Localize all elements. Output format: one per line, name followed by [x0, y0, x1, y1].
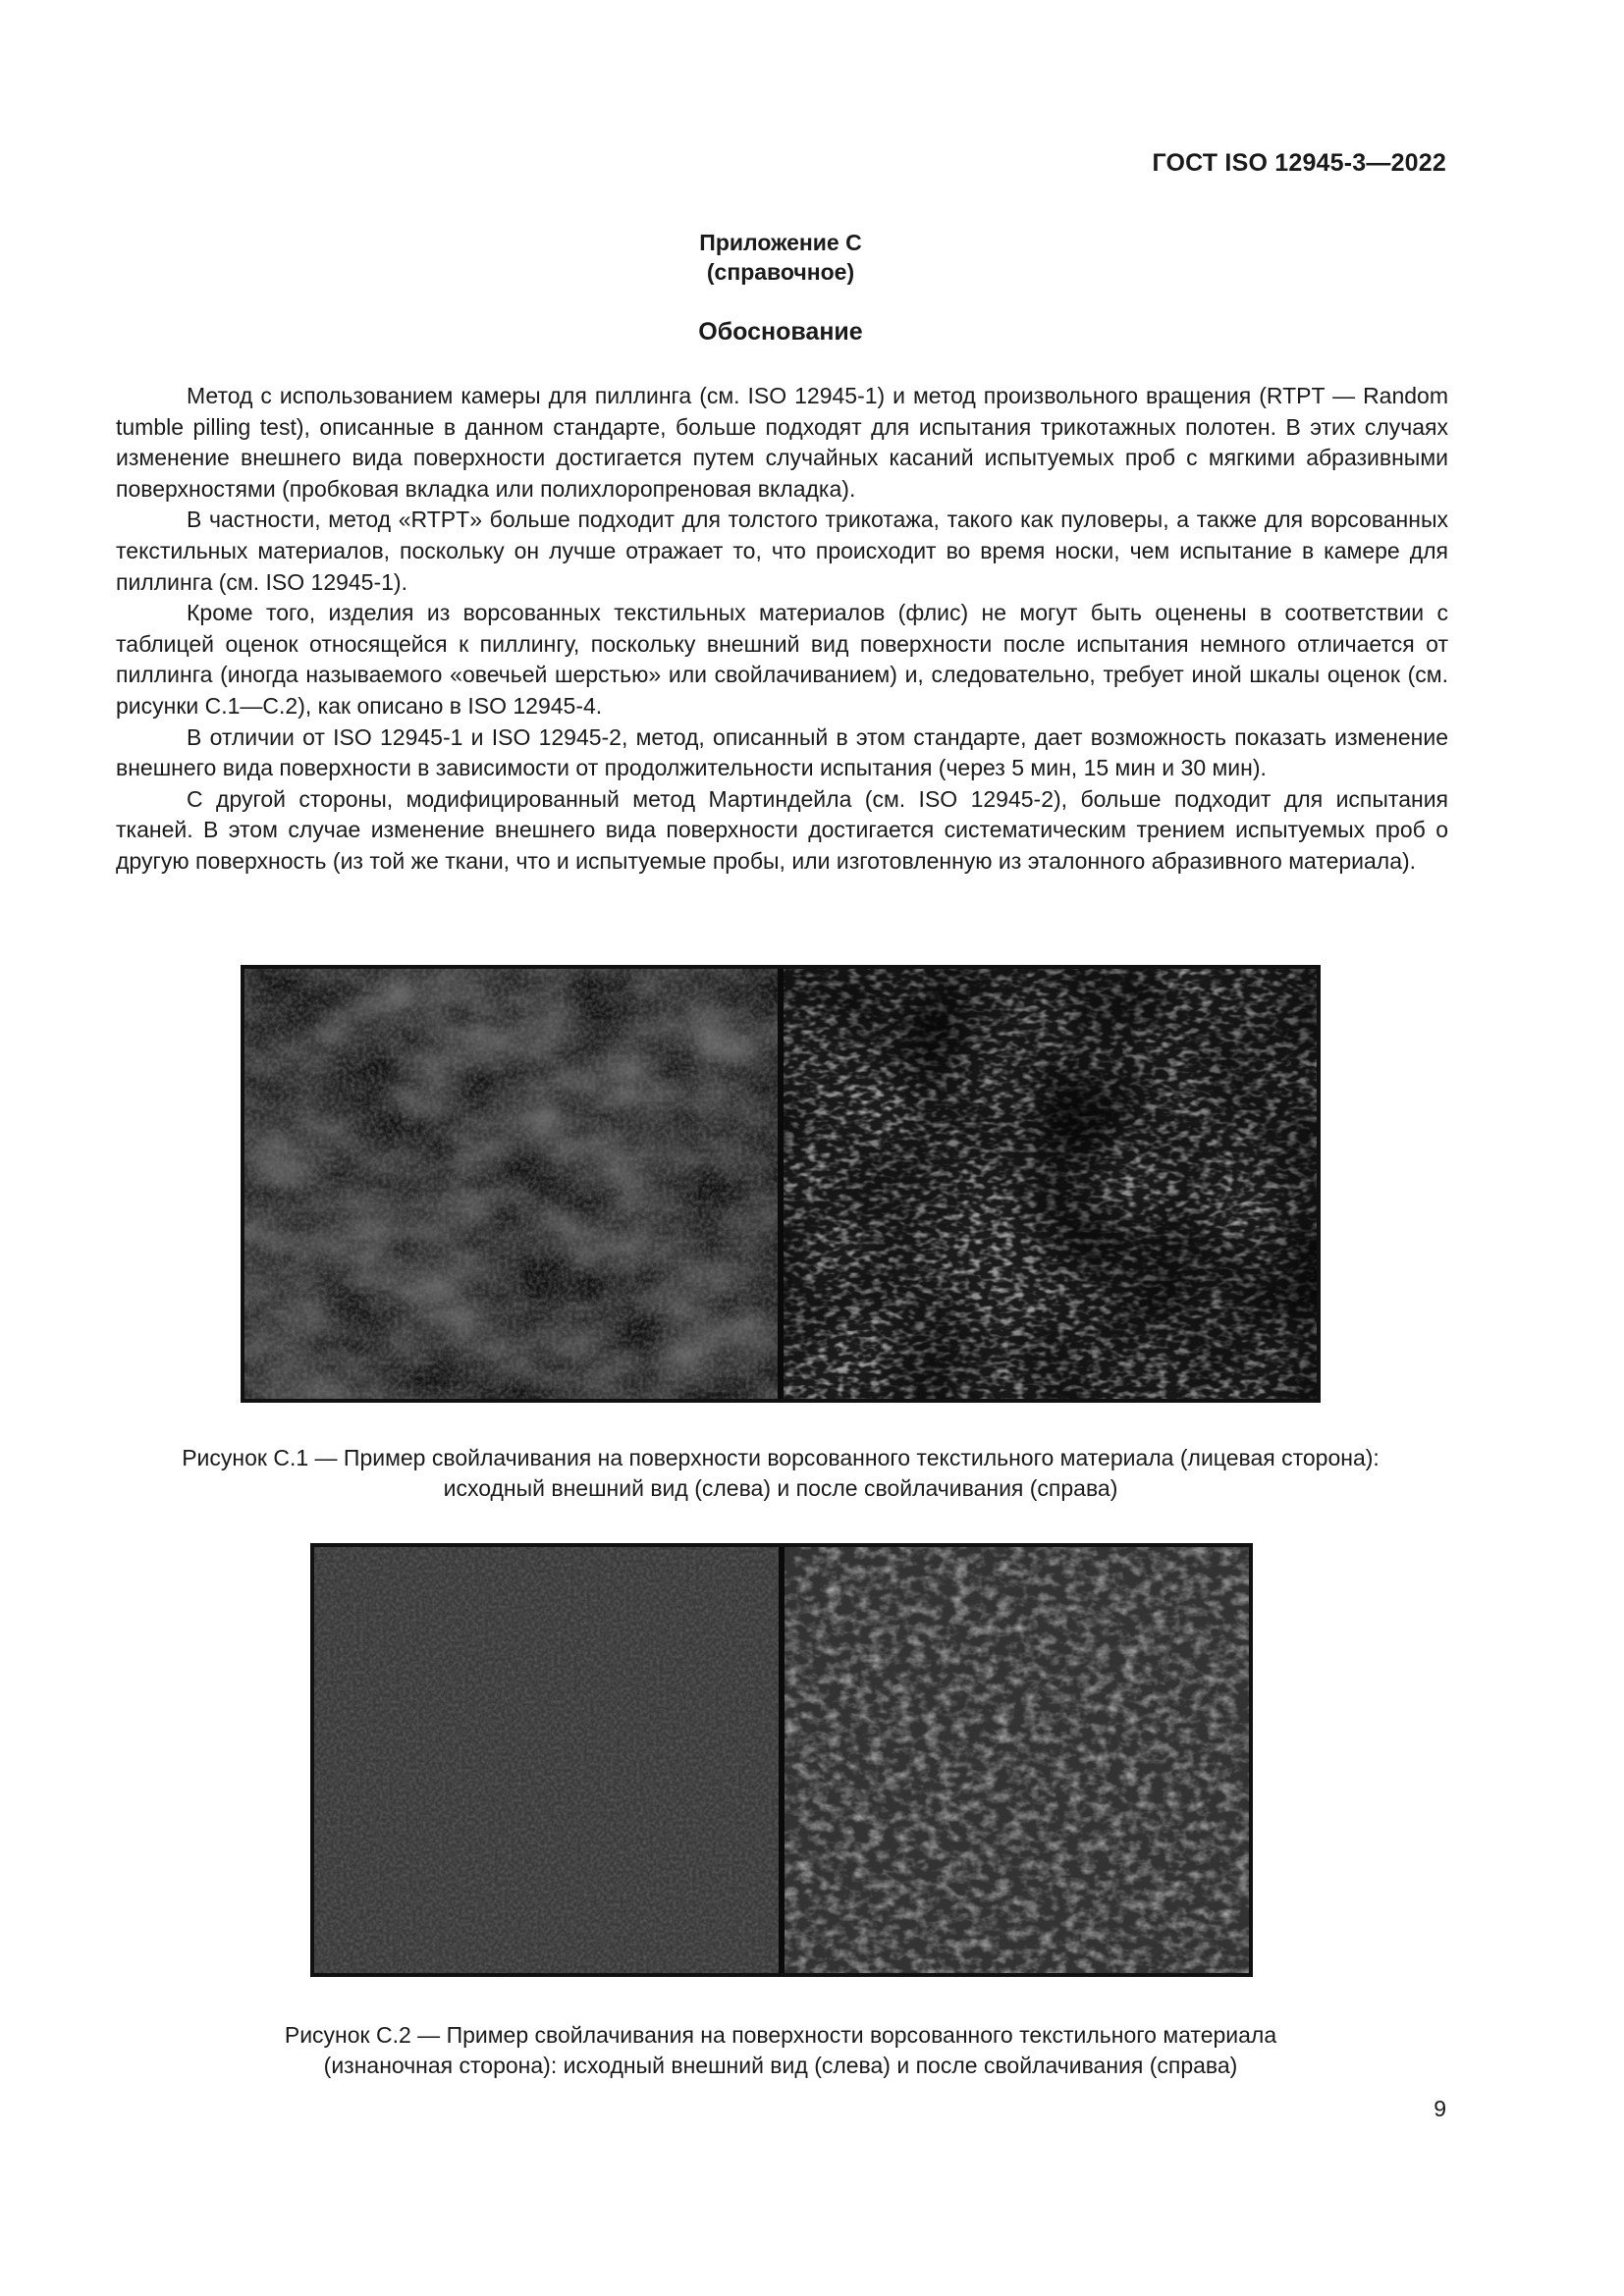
fabric-felted-photo: [785, 1547, 1249, 1973]
fabric-felted-photo: [784, 969, 1317, 1399]
figure-c1-photo: [241, 965, 1321, 1403]
caption-line: (изнаночная сторона): исходный внешний вид (слева) и после свойлачивания (справа): [323, 2053, 1238, 2078]
caption-line: Рисунок С.2 — Пример свойлачивания на поверхности ворсованного текстильного материала: [284, 2022, 1277, 2048]
paragraph: Кроме того, изделия из ворсованных текстильных материалов (флис) не могут быть оценены в соответствии с таблицей оценок относящейся к пиллингу, поскольку внешний вид поверхности после испытания немного отличается от пиллинга (иногда называемого «овечьей шерстью» или свойлачиванием) и, следовательно, требует иной шкалы оценок (см. рисунки С.1—С.2), как описано в ISO 12945-4.: [116, 600, 1448, 719]
page-number: 9: [1434, 2096, 1446, 2121]
section-title: Обоснование: [698, 318, 863, 346]
caption-line: Рисунок С.1 — Пример свойлачивания на поверхности ворсованного текстильного материала (лицевая сторона):: [182, 1445, 1380, 1470]
paragraph: В частности, метод «RTPT» больше подходит для толстого трикотажа, такого как пуловеры, а также для ворсованных текстильных материалов, поскольку он лучше отражает то, что происходит во время носки, чем испытание в камере для пиллинга (см. ISO 12945-1).: [116, 507, 1448, 595]
paragraph: Метод с использованием камеры для пиллинга (см. ISO 12945-1) и метод произвольного вращения (RTPT — Random tumble pilling test), описанные в данном стандарте, больше подходят для испытания трикотажных полотен. В этих случаях изменение внешнего вида поверхности достигается путем случайных касаний испытуемых проб с мягкими абразивными поверхностями (пробковая вкладка или полихлоропреновая вкладка).: [116, 383, 1448, 502]
paragraph: В отличии от ISO 12945-1 и ISO 12945-2, метод, описанный в этом стандарте, дает возможность показать изменение внешнего вида поверхности в зависимости от продолжительности испытания (через 5 мин, 15 мин и 30 мин).: [116, 723, 1448, 781]
fabric-original-photo: [244, 969, 778, 1399]
paragraph: С другой стороны, модифицированный метод Мартиндейла (см. ISO 12945-2), больше подходит для испытания тканей. В этом случае изменение внешнего вида поверхности достигается систематическим трением испытуемых проб о другую поверхность (из той же ткани, что и испытуемые пробы, или изготовленную из эталонного абразивного материала).: [116, 785, 1448, 874]
figure-c2-caption: [0, 2020, 1561, 2081]
document-header: ГОСТ ISO 12945-3—2022: [1152, 149, 1446, 177]
body-text: [116, 381, 1448, 878]
figure-c1-caption: [0, 1443, 1561, 1504]
annex-title: Приложение С: [699, 230, 862, 255]
caption-line: исходный внешний вид (слева) и после свойлачивания (справа): [443, 1475, 1118, 1501]
figure-c2-photo: [310, 1543, 1253, 1977]
fabric-original-photo: [314, 1547, 779, 1973]
annex-heading: [0, 228, 1561, 287]
annex-status: (справочное): [706, 259, 855, 285]
